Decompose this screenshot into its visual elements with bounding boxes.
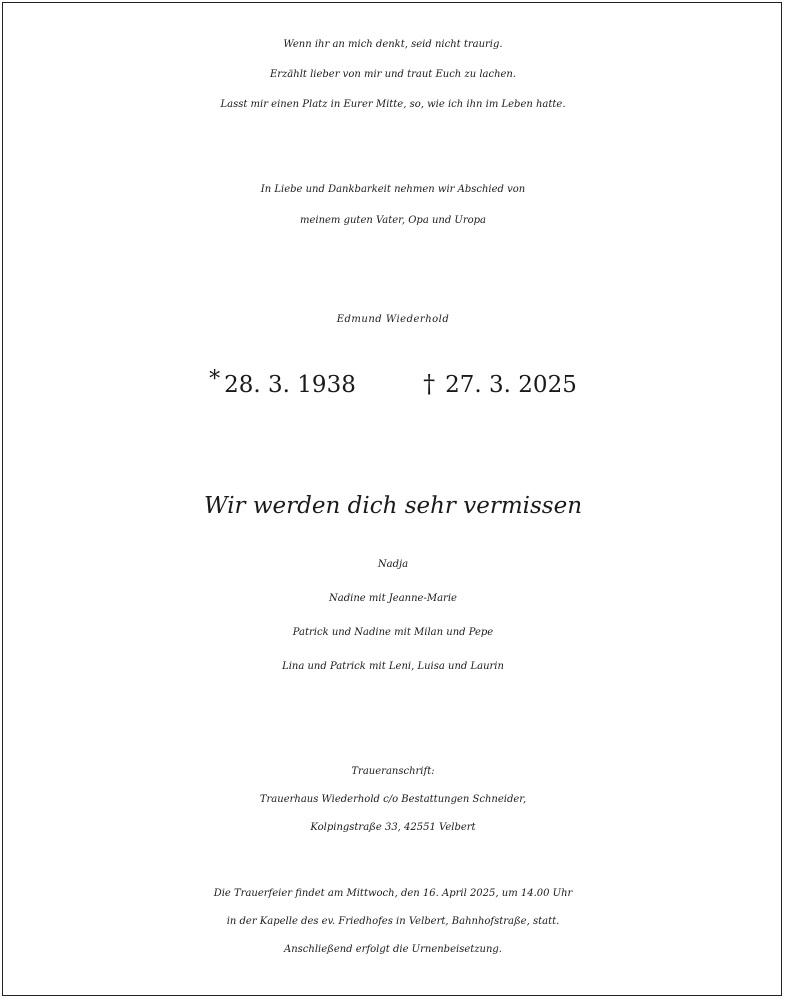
birth-star-icon: *	[209, 367, 221, 392]
family-member: Patrick und Nadine mit Milan und Pepe	[292, 627, 494, 638]
address-line: Kolpingstraße 33, 42551 Velbert	[310, 822, 476, 833]
intro-line: meinem guten Vater, Opa und Uropa	[299, 215, 487, 226]
address-line: Traueranschrift:	[351, 766, 435, 777]
farewell-intro	[0, 174, 786, 236]
intro-line: In Liebe und Dankbarkeit nehmen wir Abschied von	[260, 184, 526, 195]
ceremony-line: Anschließend erfolgt die Urnenbeisetzung.	[283, 944, 502, 955]
death-date-group	[423, 368, 577, 401]
ceremony-line: Die Trauerfeier findet am Mittwoch, den 16. April 2025, um 14.00 Uhr	[213, 888, 573, 899]
mourning-address	[0, 758, 786, 842]
ceremony-line: in der Kapelle des ev. Friedhofes in Velbert, Bahnhofstraße, statt.	[226, 916, 560, 927]
quote-line: Wenn ihr an mich denkt, seid nicht traurig.	[283, 39, 503, 50]
quote-line: Erzählt lieber von mir und traut Euch zu lachen.	[269, 69, 517, 80]
birth-date-group	[209, 369, 356, 402]
opening-quote	[0, 30, 786, 120]
family-member: Nadja	[377, 559, 409, 570]
deceased-name: Edmund Wiederhold	[336, 314, 450, 325]
family-list	[0, 548, 786, 684]
address-line: Trauerhaus Wiederhold c/o Bestattungen Schneider,	[259, 794, 527, 805]
death-cross-icon: †	[423, 370, 436, 398]
family-member: Nadine mit Jeanne-Marie	[329, 593, 457, 604]
ceremony-info	[0, 880, 786, 964]
family-member: Lina und Patrick mit Leni, Luisa und Laurin	[282, 661, 504, 672]
birth-date: 28. 3. 1938	[224, 372, 356, 398]
quote-line: Lasst mir einen Platz in Eurer Mitte, so, wie ich ihn im Leben hatte.	[220, 99, 566, 110]
life-dates	[0, 368, 786, 402]
death-date: 27. 3. 2025	[445, 372, 577, 398]
miss-line: Wir werden dich sehr vermissen	[203, 493, 583, 519]
